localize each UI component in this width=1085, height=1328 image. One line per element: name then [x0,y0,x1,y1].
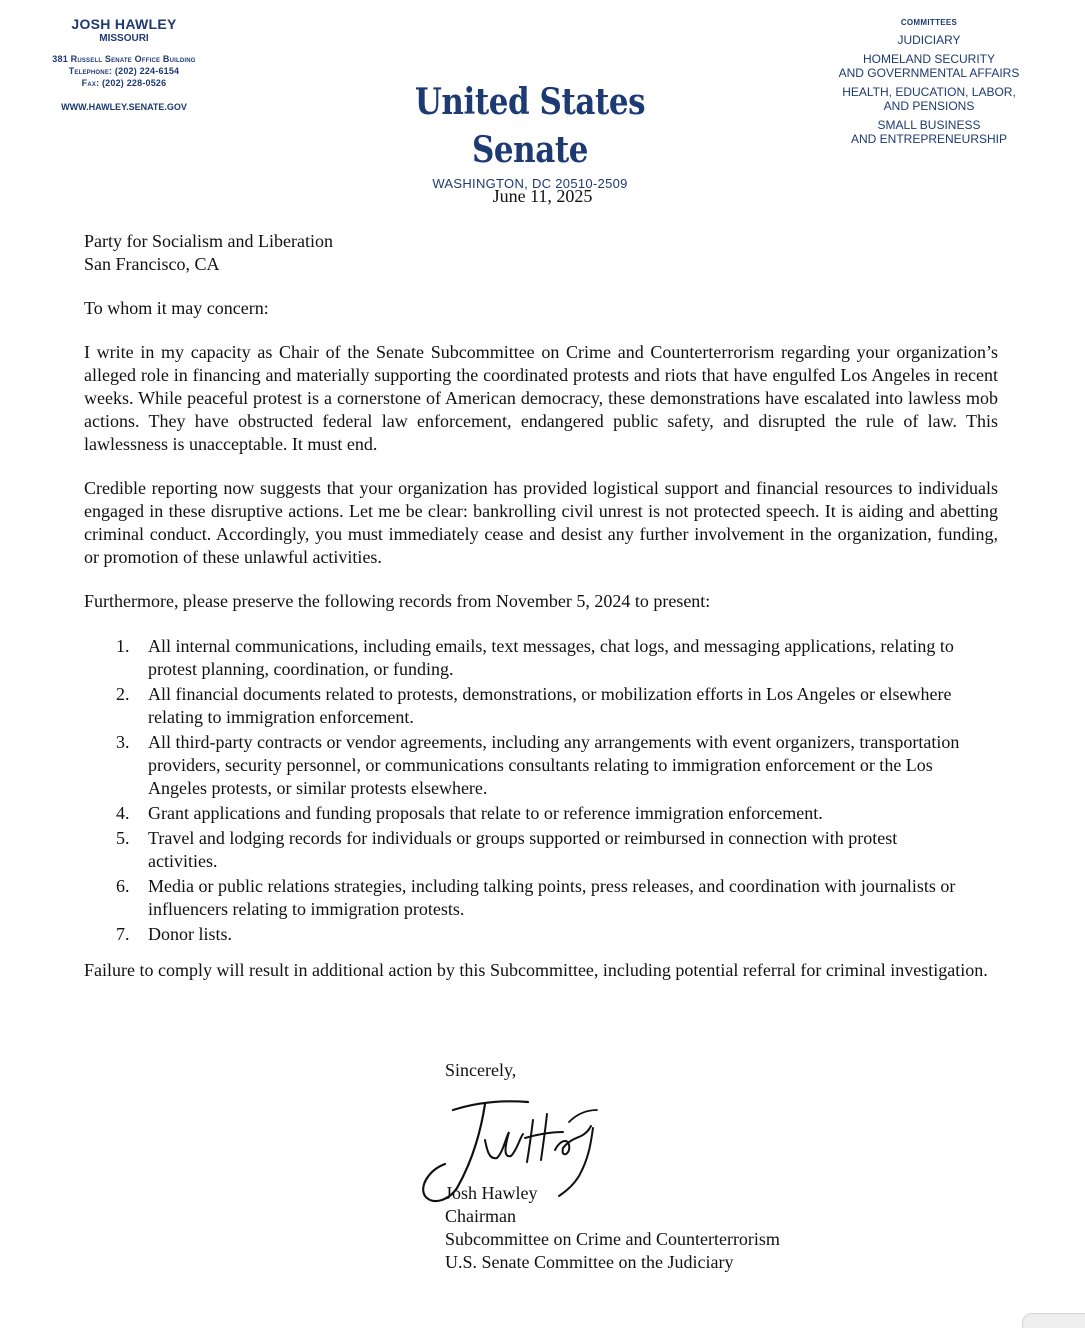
office-address: 381 Russell Senate Office Building [52,54,196,64]
list-item [84,802,968,825]
paragraph-intro: I write in my capacity as Chair of the Senate Subcommittee on Crime and Counterterrorism regarding your organization’s alleged role in financing and materially supporting the coordinated protests and riots that have engulfed Los Angeles in recent weeks. While peaceful protest is a cornerstone of American democracy, these demonstrations have escalated into lawless mob actions. They have obstructed federal law enforcement, endangered public safety, and disrupted the rule of law. This lawlessness is unacceptable. It must end. [84,342,998,454]
office-telephone: Telephone: (202) 224-6154 [68,66,180,76]
paragraph-warning: Failure to comply will result in additional action by this Subcommittee, including potential referral for criminal investigation. [84,960,988,980]
viewer-corner-control[interactable] [1022,1313,1085,1328]
salutation: To whom it may concern: [84,298,269,318]
recipient-address [84,230,998,276]
list-item-text: Travel and lodging records for individuals or groups supported or reimbursed in connection with protest activities. [148,828,898,871]
committee-help: HEALTH, EDUCATION, LABOR, AND PENSIONS [842,85,1016,113]
signature-block [445,1059,865,1274]
signatory-title: Chairman [445,1206,516,1226]
letter-body [84,230,998,982]
senator-letterhead [20,16,228,112]
signatory-subcommittee: Subcommittee on Crime and Counterterrorism [445,1229,780,1249]
list-item-number: 3. [116,732,130,752]
list-item-number: 7. [116,924,130,944]
paragraph-preservation: Furthermore, please preserve the following records from November 5, 2024 to present: [84,591,711,611]
recipient-organization: Party for Socialism and Liberation [84,231,333,251]
list-item-text: All third-party contracts or vendor agreements, including any arrangements with event organizers, transportation providers, security personnel, or communications consultants relating to immigration enforcement or the Los Angeles protests, or similar protests elsewhere. [148,732,960,798]
senate-city-line: WASHINGTON, DC 20510-2509 [432,176,628,191]
list-item-number: 5. [116,828,130,848]
list-item [84,827,968,873]
list-item-text: Media or public relations strategies, including talking points, press releases, and coordination with journalists or influencers relating to immigration protests. [148,876,956,919]
committee-small-business: SMALL BUSINESS AND ENTREPRENEURSHIP [850,118,1008,146]
signatory-details [445,1182,865,1274]
senator-name: JOSH HAWLEY [71,16,177,32]
list-item-number: 1. [116,636,130,656]
committee-homeland-security: HOMELAND SECURITY AND GOVERNMENTAL AFFAIRS [838,52,1020,80]
recipient-city: San Francisco, CA [84,254,220,274]
signatory-committee: U.S. Senate Committee on the Judiciary [445,1252,734,1272]
list-item-text: All financial documents related to protests, demonstrations, or mobilization efforts in Los Angeles or elsewhere relating to immigration enforcement. [148,684,952,727]
sign-off: Sincerely, [445,1060,517,1080]
records-list [84,635,998,946]
office-fax: Fax: (202) 228-0526 [81,78,167,88]
senator-website: WWW.HAWLEY.SENATE.GOV [61,102,187,112]
senator-state: MISSOURI [99,33,149,44]
committees-list [812,18,1046,146]
senate-masthead [360,78,700,191]
paragraph-allegation: Credible reporting now suggests that your organization has provided logistical support and financial resources to individuals engaged in these disruptive actions. Let me be clear: bankrolling civil unrest is not protected speech. It is aiding and abetting criminal conduct. Accordingly, you must immediately cease and desist any further involvement in the organization, funding, or promotion of these unlawful activities. [84,478,998,567]
committees-heading: COMMITTEES [900,18,958,27]
list-item-number: 6. [116,876,130,896]
list-item [84,635,968,681]
committee-judiciary: JUDICIARY [897,33,961,47]
senate-name: United States Senate [414,81,646,171]
list-item-number: 2. [116,684,130,704]
list-item-text: All internal communications, including emails, text messages, chat logs, and messaging applications, relating to protest planning, coordination, or funding. [148,636,954,679]
list-item-number: 4. [116,803,130,823]
list-item [84,923,968,946]
list-item [84,683,968,729]
letter-date: June 11, 2025 [492,186,593,206]
list-item-text: Grant applications and funding proposals that relate to or reference immigration enforcement. [148,803,823,823]
signatory-name: Josh Hawley [445,1183,538,1203]
list-item [84,731,968,800]
list-item [84,875,968,921]
list-item-text: Donor lists. [148,924,233,944]
